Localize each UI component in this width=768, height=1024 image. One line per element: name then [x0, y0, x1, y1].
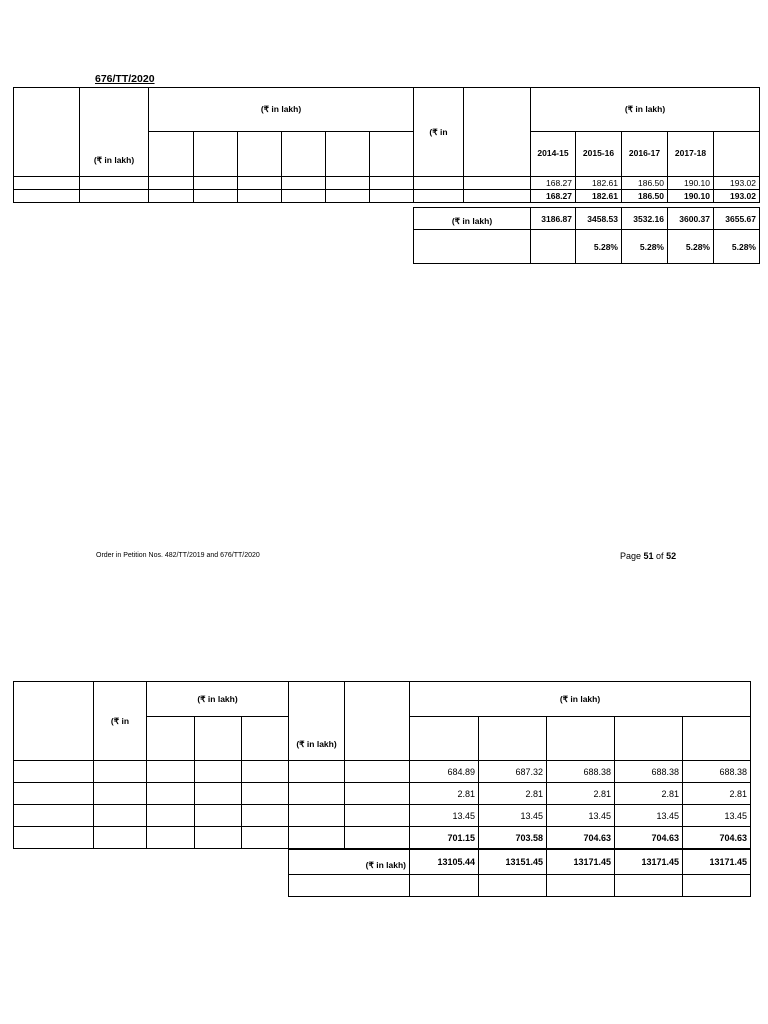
- section-heading: 676/TT/2020: [95, 73, 155, 85]
- t1-cell: 5.28%: [576, 230, 622, 264]
- t2-cell: 13171.45: [683, 850, 751, 875]
- t1-subheader-cell: [326, 132, 370, 177]
- t2-cell: 701.15: [410, 827, 479, 849]
- t2-cell: 13151.45: [479, 850, 547, 875]
- t2-cell: 13.45: [683, 805, 751, 827]
- t1-cell: 3458.53: [576, 208, 622, 230]
- table-2: [13, 681, 751, 849]
- t2-cell: 13.45: [479, 805, 547, 827]
- t2-year-header: [683, 717, 751, 761]
- t2-cell: 13171.45: [615, 850, 683, 875]
- t1-cell: 5.28%: [668, 230, 714, 264]
- t1-year-header: 2016-17: [622, 132, 668, 177]
- t1-cell: 182.61: [576, 177, 622, 190]
- t1-sum-label: (₹ in lakh): [414, 208, 531, 230]
- t1-cell: 193.02: [714, 190, 760, 203]
- t1-cell: 186.50: [622, 190, 668, 203]
- t2-col6-unit: (₹ in lakh): [289, 682, 345, 761]
- t2-cell: 687.32: [479, 761, 547, 783]
- t2-cell: 13105.44: [410, 850, 479, 875]
- t1-cell: [531, 230, 576, 264]
- t1-cell: 186.50: [622, 177, 668, 190]
- t2-year-header: [410, 717, 479, 761]
- t2-year-header: [615, 717, 683, 761]
- t1-subheader-cell: [282, 132, 326, 177]
- t1-subheader-cell: [149, 132, 194, 177]
- t2-cell: 688.38: [547, 761, 615, 783]
- t2-header-cell: [14, 682, 94, 761]
- footer-page-number: Page 51 of 52: [620, 551, 677, 561]
- t1-cell: 3655.67: [714, 208, 760, 230]
- t1-year-header: 2015-16: [576, 132, 622, 177]
- table-2-summary: [288, 849, 751, 897]
- t1-subheader-cell: [238, 132, 282, 177]
- t2-cell: 684.89: [410, 761, 479, 783]
- t1-cell: 3532.16: [622, 208, 668, 230]
- t2-sum-label: (₹ in lakh): [289, 850, 410, 875]
- t2-col2-unit: (₹ in: [94, 682, 147, 761]
- table-row: [14, 827, 751, 849]
- t1-col2-unit: (₹ in lakh): [80, 88, 149, 177]
- t1-group-unit: (₹ in lakh): [149, 88, 414, 132]
- t2-cell: 704.63: [615, 827, 683, 849]
- t1-years-unit: (₹ in lakh): [531, 88, 760, 132]
- table-row: [14, 783, 751, 805]
- t2-subheader-cell: [195, 717, 242, 761]
- t2-cell: 688.38: [683, 761, 751, 783]
- t2-subheader-cell: [242, 717, 289, 761]
- t2-group-unit: (₹ in lakh): [147, 682, 289, 717]
- t1-cell: 3600.37: [668, 208, 714, 230]
- t2-cell: 703.58: [479, 827, 547, 849]
- t1-col10-unit: (₹ in: [414, 88, 464, 177]
- t1-cell: 5.28%: [714, 230, 760, 264]
- t1-cell: 168.27: [531, 177, 576, 190]
- footer-order-text: Order in Petition Nos. 482/TT/2019 and 676/TT/2020: [96, 552, 260, 559]
- t2-cell: 13.45: [410, 805, 479, 827]
- table-1: [13, 87, 760, 203]
- t1-subheader-cell: [370, 132, 414, 177]
- t1-cell: 190.10: [668, 190, 714, 203]
- t2-years-unit: (₹ in lakh): [410, 682, 751, 717]
- table-1-summary: [413, 207, 760, 264]
- t2-subheader-cell: [147, 717, 195, 761]
- t2-cell: 2.81: [410, 783, 479, 805]
- t2-cell: 2.81: [683, 783, 751, 805]
- t1-cell: 168.27: [531, 190, 576, 203]
- t2-cell: 2.81: [479, 783, 547, 805]
- table-row: [14, 177, 760, 190]
- t2-cell: 13171.45: [547, 850, 615, 875]
- table-row: [14, 190, 760, 203]
- t2-year-header: [479, 717, 547, 761]
- t1-header-cell: [464, 88, 531, 177]
- t2-year-header: [547, 717, 615, 761]
- t1-cell: 182.61: [576, 190, 622, 203]
- t1-subheader-cell: [194, 132, 238, 177]
- t1-year-header: 2017-18: [668, 132, 714, 177]
- t2-cell: 704.63: [547, 827, 615, 849]
- t2-cell: 2.81: [615, 783, 683, 805]
- t2-cell: 2.81: [547, 783, 615, 805]
- t1-year-header: [714, 132, 760, 177]
- table-row: [289, 850, 751, 875]
- t2-header-cell: [345, 682, 410, 761]
- table-row: [14, 805, 751, 827]
- table-row: [414, 208, 760, 230]
- t1-header-cell: [14, 88, 80, 177]
- t1-year-header: 2014-15: [531, 132, 576, 177]
- t2-cell: 13.45: [547, 805, 615, 827]
- t2-cell: 13.45: [615, 805, 683, 827]
- table-row: [289, 875, 751, 897]
- table-row: [414, 230, 760, 264]
- t2-cell: 688.38: [615, 761, 683, 783]
- t1-cell: 3186.87: [531, 208, 576, 230]
- t1-cell: 193.02: [714, 177, 760, 190]
- t2-cell: 704.63: [683, 827, 751, 849]
- t1-cell: 190.10: [668, 177, 714, 190]
- t1-cell: 5.28%: [622, 230, 668, 264]
- table-row: [14, 761, 751, 783]
